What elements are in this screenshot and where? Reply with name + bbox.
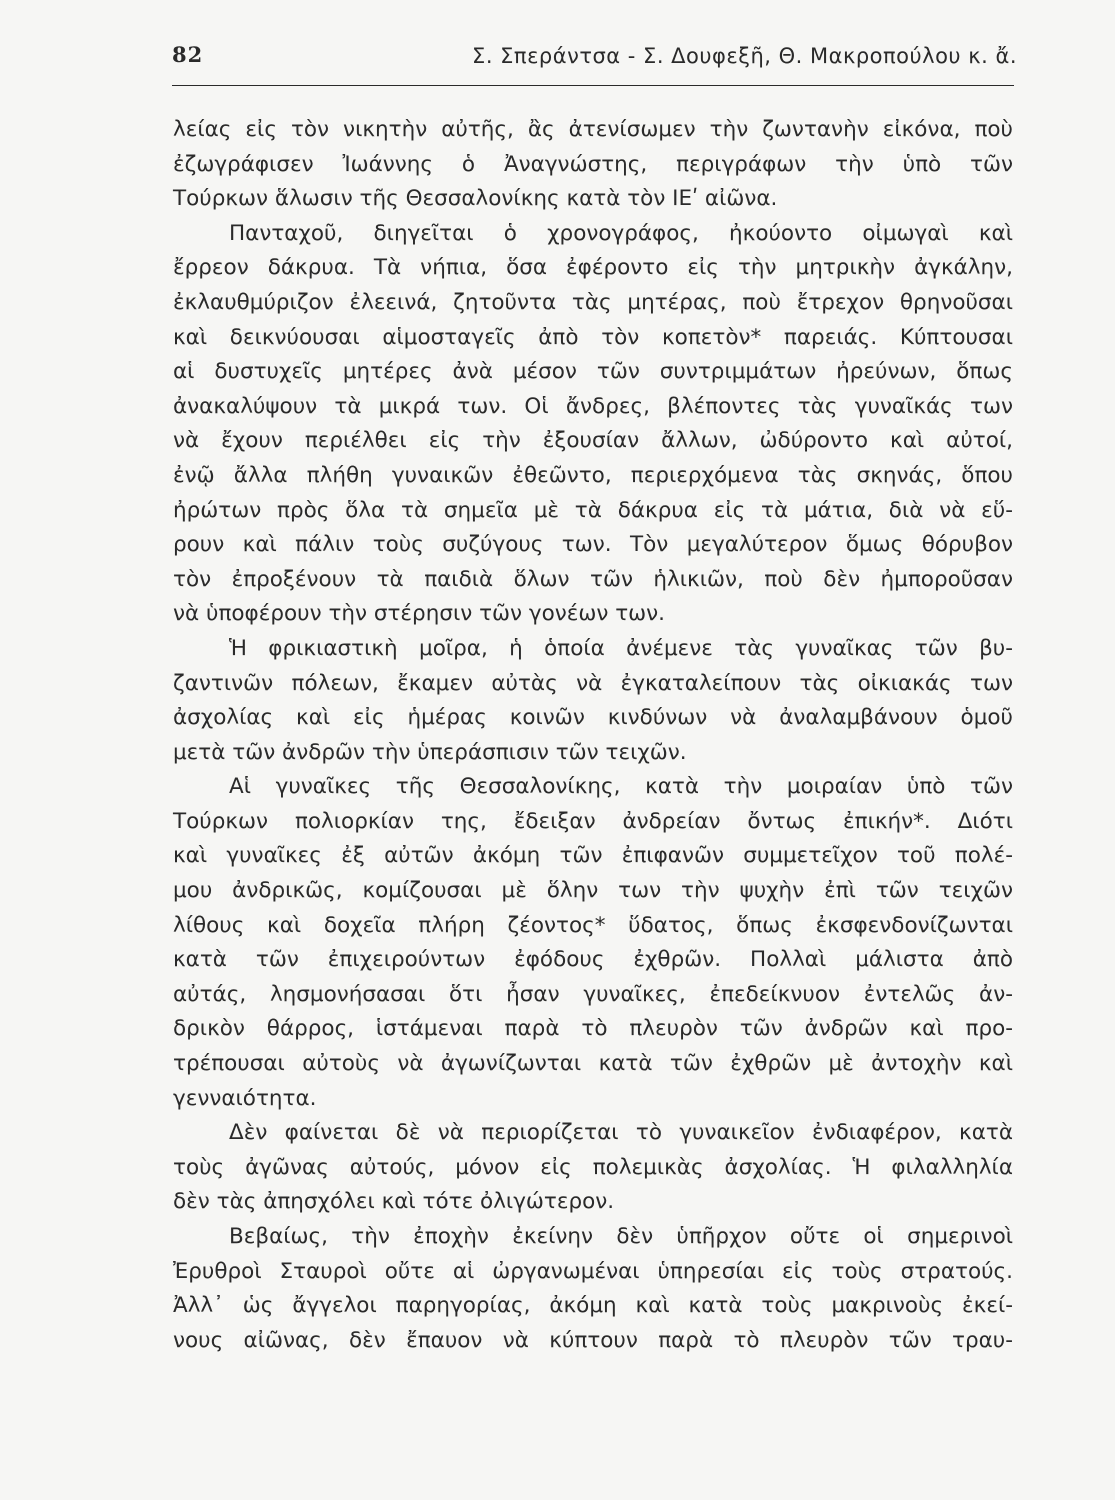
text-line: καὶ δεικνύουσαι αἱμοσταγεῖς ἀπὸ τὸν κοπετὸν* παρειάς. Κύπτουσαι	[173, 324, 1013, 350]
paragraph-start-line: Δὲν φαίνεται δὲ νὰ περιορίζεται τὸ γυναικεῖον ἐνδιαφέρον, κατὰ	[229, 1120, 1013, 1146]
text-line: δρικὸν θάρρος, ἱστάμεναι παρὰ τὸ πλευρὸν τῶν ἀνδρῶν καὶ προ-	[173, 1016, 1013, 1042]
paragraph-start-line: Βεβαίως, τὴν ἐποχὴν ἐκείνην δὲν ὑπῆρχον οὔτε οἱ σημερινοὶ	[229, 1224, 1013, 1249]
text-line: δὲν τὰς ἀπησχόλει καὶ τότε ὀλιγώτερον.	[173, 1189, 615, 1215]
text-line: ἐνῷ ἄλλα πλήθη γυναικῶν ἐθεῶντο, περιερχόμενα τὰς σκηνάς, ὅπου	[173, 462, 1013, 488]
text-line: τοὺς ἀγῶνας αὐτούς, μόνον εἰς πολεμικὰς ἀσχολίας. Ἡ φιλαλληλία	[173, 1154, 1013, 1180]
page-number: 82	[172, 42, 204, 67]
page-header	[172, 40, 1017, 84]
text-line: λείας εἰς τὸν νικητὴν αὐτῆς, ἂς ἀτενίσωμεν τὴν ζωντανὴν εἰκόνα, ποὺ	[173, 117, 1013, 142]
text-line: αἱ δυστυχεῖς μητέρες ἀνὰ μέσον τῶν συντριμμάτων ἠρεύνων, ὅπως	[173, 359, 1013, 385]
text-line: λίθους καὶ δοχεῖα πλήρη ζέοντος* ὕδατος, ὅπως ἐκσφενδονίζωνται	[173, 912, 1013, 938]
text-line: ἀνακαλύψουν τὰ μικρά των. Οἱ ἄνδρες, βλέποντες τὰς γυναῖκάς των	[173, 393, 1013, 419]
text-line: γενναιότητα.	[173, 1085, 317, 1111]
text-line: ἀσχολίας καὶ εἰς ἡμέρας κοινῶν κινδύνων νὰ ἀναλαμβάνουν ὁμοῦ	[173, 705, 1013, 731]
paragraph-start-line: Αἱ γυναῖκες τῆς Θεσσαλονίκης, κατὰ τὴν μοιραίαν ὑπὸ τῶν	[229, 774, 1013, 800]
text-line: καὶ γυναῖκες ἐξ αὐτῶν ἀκόμη τῶν ἐπιφανῶν συμμετεῖχον τοῦ πολέ-	[173, 843, 1013, 869]
text-line: μετὰ τῶν ἀνδρῶν τὴν ὑπεράσπισιν τῶν τειχῶν.	[173, 739, 687, 765]
text-line: τρέπουσαι αὐτοὺς νὰ ἀγωνίζωνται κατὰ τῶν ἐχθρῶν μὲ ἀντοχὴν καὶ	[173, 1051, 1013, 1077]
text-line: ἠρώτων πρὸς ὅλα τὰ σημεῖα μὲ τὰ δάκρυα εἰς τὰ μάτια, διὰ νὰ εὕ-	[173, 497, 1013, 523]
text-line: μου ἀνδρικῶς, κομίζουσαι μὲ ὅλην των τὴν ψυχὴν ἐπὶ τῶν τειχῶν	[173, 878, 1013, 904]
text-line: Τούρκων ἅλωσιν τῆς Θεσσαλονίκης κατὰ τὸν ΙΕʹ αἰῶνα.	[173, 186, 778, 212]
text-line: νὰ ἔχουν περιέλθει εἰς τὴν ἐξουσίαν ἄλλων, ὠδύροντο καὶ αὐτοί,	[173, 428, 1013, 454]
header-rule	[172, 85, 1014, 86]
running-head-authors: Σ. Σπεράντσα - Σ. Δουφεξῆ, Θ. Μακροπούλου κ. ἄ.	[472, 44, 1017, 68]
text-line: νὰ ὑποφέρουν τὴν στέρησιν τῶν γονέων των.	[173, 601, 666, 627]
text-line: κατὰ τῶν ἐπιχειρούντων ἐφόδους ἐχθρῶν. Πολλαὶ μάλιστα ἀπὸ	[173, 947, 1013, 973]
text-line: τὸν ἐπροξένουν τὰ παιδιὰ ὅλων τῶν ἡλικιῶν, ποὺ δὲν ἠμποροῦσαν	[173, 566, 1013, 592]
text-line: ἐζωγράφισεν Ἰωάννης ὁ Ἀναγνώστης, περιγράφων τὴν ὑπὸ τῶν	[173, 151, 1013, 177]
paragraph-start-line: Ἡ φρικιαστικὴ μοῖρα, ἡ ὁποία ἀνέμενε τὰς γυναῖκας τῶν βυ-	[229, 635, 1013, 661]
text-line: ζαντινῶν πόλεων, ἔκαμεν αὐτὰς νὰ ἐγκαταλείπουν τὰς οἰκιακάς των	[173, 670, 1013, 696]
text-line: νους αἰῶνας, δὲν ἔπαυον νὰ κύπτουν παρὰ τὸ πλευρὸν τῶν τραυ-	[173, 1327, 1013, 1353]
text-line: Ἀλλ᾽ ὡς ἄγγελοι παρηγορίας, ἀκόμη καὶ κατὰ τοὺς μακρινοὺς ἐκεί-	[173, 1293, 1013, 1319]
text-line: ρουν καὶ πάλιν τοὺς συζύγους των. Τὸν μεγαλύτερον ὅμως θόρυβον	[173, 532, 1013, 558]
text-line: Τούρκων πολιορκίαν της, ἔδειξαν ἀνδρείαν ὄντως ἐπικήν*. Διότι	[173, 808, 1013, 834]
text-line: ἔρρεον δάκρυα. Τὰ νήπια, ὅσα ἐφέροντο εἰς τὴν μητρικὴν ἀγκάλην,	[173, 255, 1013, 281]
text-line: ἐκλαυθμύριζον ἐλεεινά, ζητοῦντα τὰς μητέρας, ποὺ ἔτρεχον θρηνοῦσαι	[173, 289, 1013, 315]
text-line: Ἐρυθροὶ Σταυροὶ οὔτε αἱ ὠργανωμέναι ὑπηρεσίαι εἰς τοὺς στρατούς.	[173, 1258, 1013, 1284]
text-line: αὐτάς, λησμονήσασαι ὅτι ἦσαν γυναῖκες, ἐπεδείκνυον ἐντελῶς ἀν-	[173, 981, 1013, 1007]
paragraph-start-line: Πανταχοῦ, διηγεῖται ὁ χρονογράφος, ἠκούοντο οἰμωγαὶ καὶ	[229, 220, 1013, 246]
body-text	[173, 113, 1013, 1358]
